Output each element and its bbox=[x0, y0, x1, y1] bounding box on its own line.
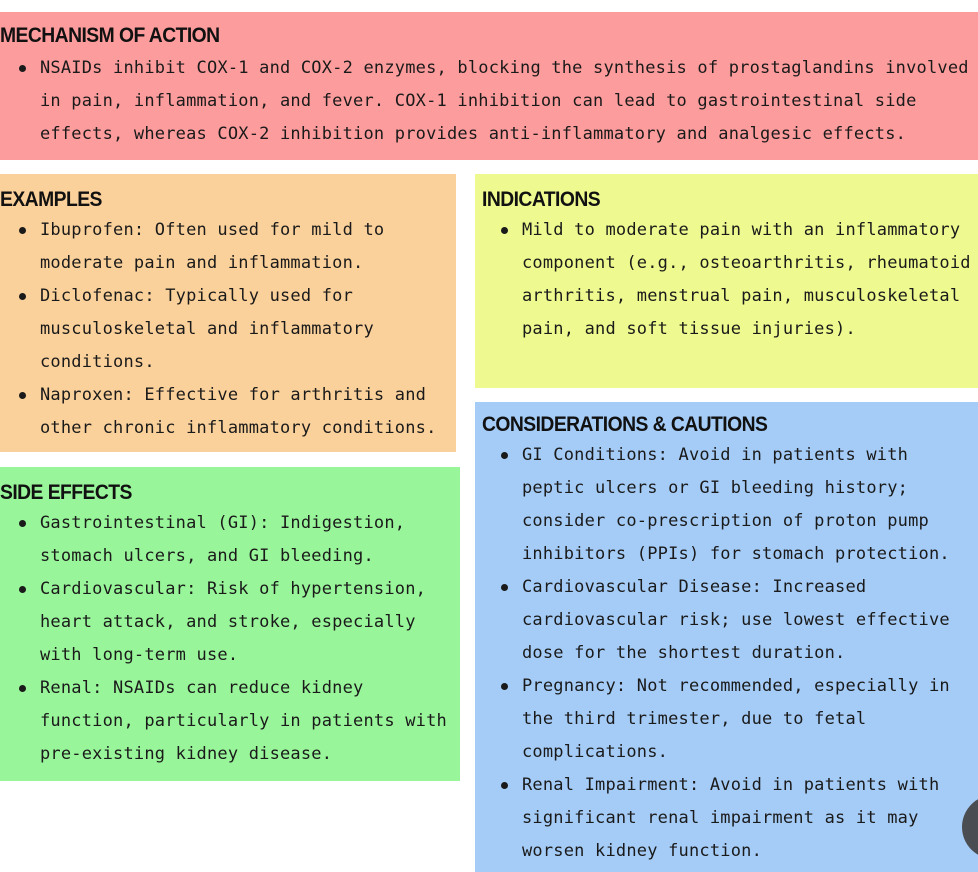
example-item-naproxen: Naproxen: Effective for arthritis and other chronic inflammatory conditions. bbox=[0, 379, 456, 445]
side-effect-item-gi: Gastrointestinal (GI): Indigestion, stomach ulcers, and GI bleeding. bbox=[0, 507, 460, 573]
indications-panel bbox=[475, 174, 978, 388]
side-effects-panel bbox=[0, 467, 460, 781]
mechanism-of-action-panel bbox=[0, 12, 978, 160]
examples-panel bbox=[0, 174, 456, 452]
cautions-list bbox=[482, 439, 978, 868]
side-effect-item-renal: Renal: NSAIDs can reduce kidney function, particularly in patients with pre-existing kidney disease. bbox=[0, 672, 460, 771]
indications-title: INDICATIONS bbox=[482, 188, 601, 211]
mechanism-list bbox=[0, 52, 978, 151]
caution-item-cardiovascular-disease: Cardiovascular Disease: Increased cardiovascular risk; use lowest effective dose for the shortest duration. bbox=[482, 571, 978, 670]
indication-item: Mild to moderate pain with an inflammatory component (e.g., osteoarthritis, rheumatoid arthritis, menstrual pain, musculoskeletal pain, and soft tissue injuries). bbox=[482, 214, 978, 346]
considerations-cautions-panel bbox=[475, 402, 978, 872]
example-item-ibuprofen: Ibuprofen: Often used for mild to moderate pain and inflammation. bbox=[0, 214, 456, 280]
mechanism-item: NSAIDs inhibit COX-1 and COX-2 enzymes, blocking the synthesis of prostaglandins involved in pain, inflammation, and fever. COX-1 inhibition can lead to gastrointestinal side effects, whereas COX-2 inhibition provides anti-inflammatory and analgesic effects. bbox=[0, 52, 978, 151]
example-item-diclofenac: Diclofenac: Typically used for musculoskeletal and inflammatory conditions. bbox=[0, 280, 456, 379]
examples-list bbox=[0, 214, 456, 445]
caution-item-pregnancy: Pregnancy: Not recommended, especially in the third trimester, due to fetal complications. bbox=[482, 670, 978, 769]
caution-item-renal-impairment: Renal Impairment: Avoid in patients with significant renal impairment as it may worsen kidney function. bbox=[482, 769, 978, 868]
side-effects-list bbox=[0, 507, 460, 771]
indications-list bbox=[482, 214, 978, 346]
cautions-title: CONSIDERATIONS & CAUTIONS bbox=[482, 413, 768, 436]
mechanism-title: MECHANISM OF ACTION bbox=[0, 24, 220, 47]
examples-title: EXAMPLES bbox=[0, 188, 102, 211]
caution-item-gi-conditions: GI Conditions: Avoid in patients with peptic ulcers or GI bleeding history; consider co-prescription of proton pump inhibitors (PPIs) for stomach protection. bbox=[482, 439, 978, 571]
side-effects-title: SIDE EFFECTS bbox=[0, 481, 132, 504]
side-effect-item-cardiovascular: Cardiovascular: Risk of hypertension, heart attack, and stroke, especially with long-term use. bbox=[0, 573, 460, 672]
